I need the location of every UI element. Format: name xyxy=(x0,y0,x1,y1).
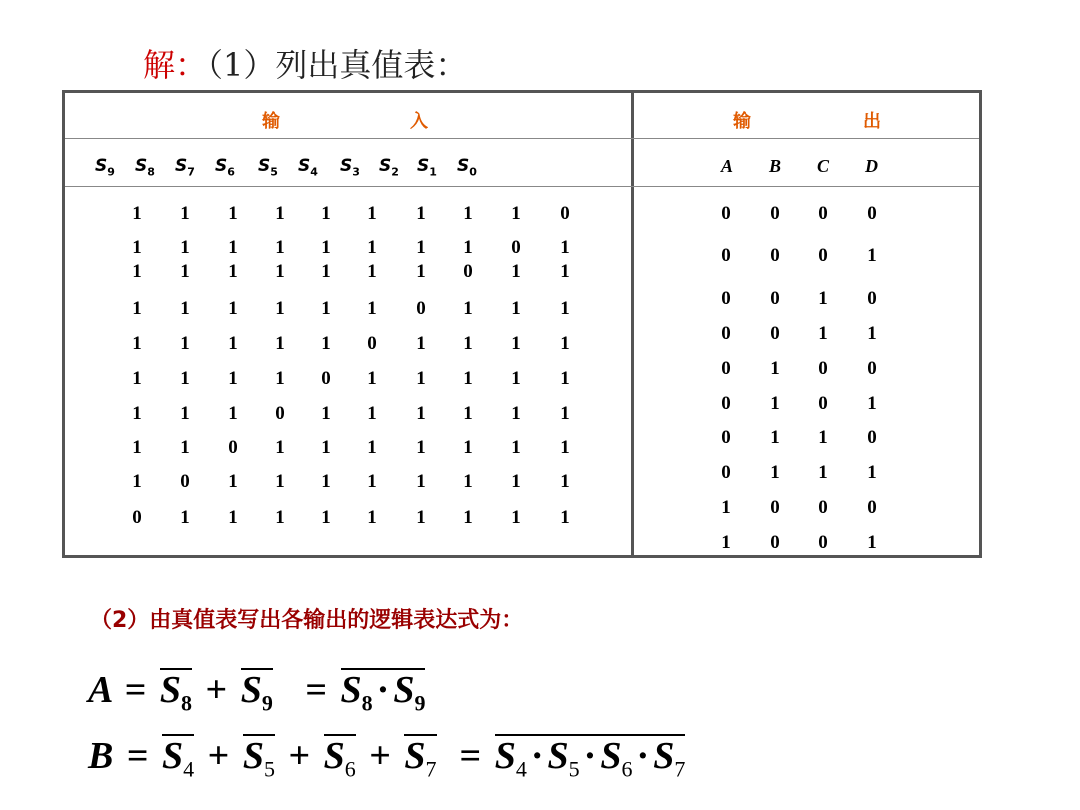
input-cell: 1 xyxy=(228,237,238,258)
input-cell: 1 xyxy=(132,333,142,354)
input-cell: 1 xyxy=(367,403,377,424)
input-cell: 1 xyxy=(275,203,285,224)
input-cell: 1 xyxy=(228,368,238,389)
input-cell: 1 xyxy=(511,437,521,458)
input-cell: 1 xyxy=(367,261,377,282)
output-cell: 0 xyxy=(770,203,780,224)
input-cell: 1 xyxy=(463,333,473,354)
output-cell: 0 xyxy=(770,245,780,266)
output-cell: 0 xyxy=(721,427,731,448)
truth-table xyxy=(62,90,982,558)
input-cell: 1 xyxy=(416,368,426,389)
input-cell: 1 xyxy=(560,403,570,424)
output-cell: 1 xyxy=(770,427,780,448)
input-cell: 1 xyxy=(416,507,426,528)
input-cell: 1 xyxy=(321,237,331,258)
page-title xyxy=(143,40,467,86)
input-label-s3: $S_3$ xyxy=(340,156,360,179)
input-cell: 1 xyxy=(180,437,190,458)
output-cell: 0 xyxy=(770,497,780,518)
eq-a-equals-1: = xyxy=(124,669,147,711)
input-cell: 1 xyxy=(180,261,190,282)
output-cell: 0 xyxy=(770,288,780,309)
input-cell: 1 xyxy=(416,437,426,458)
input-cell: 1 xyxy=(367,471,377,492)
eq-b-plus-2: + xyxy=(288,735,311,777)
output-cell: 1 xyxy=(818,323,828,344)
output-cell: 1 xyxy=(721,497,731,518)
input-cell: 0 xyxy=(228,437,238,458)
output-cell: 0 xyxy=(818,245,828,266)
input-cell: 1 xyxy=(180,368,190,389)
output-label-b: B xyxy=(769,156,782,176)
output-cell: 1 xyxy=(818,427,828,448)
eq-b-plus-1: + xyxy=(207,735,230,777)
output-cell: 1 xyxy=(770,358,780,379)
input-cell: 0 xyxy=(132,507,142,528)
output-cell: 0 xyxy=(770,323,780,344)
input-cell: 1 xyxy=(416,261,426,282)
input-cell: 1 xyxy=(228,203,238,224)
eq-b-plus-3: + xyxy=(369,735,391,777)
input-cell: 1 xyxy=(463,298,473,319)
eq-b-equals-2: = xyxy=(459,735,482,777)
input-cell: 1 xyxy=(416,237,426,258)
input-cell: 1 xyxy=(321,471,331,492)
output-cell: 0 xyxy=(867,427,877,448)
input-cell: 1 xyxy=(321,437,331,458)
input-cell: 1 xyxy=(228,403,238,424)
input-cell: 1 xyxy=(367,298,377,319)
input-cell: 1 xyxy=(180,203,190,224)
input-cell: 1 xyxy=(416,203,426,224)
input-cell: 1 xyxy=(275,368,285,389)
output-cell: 0 xyxy=(721,245,731,266)
eq-a-product: $S_8 \cdot S_9$ xyxy=(340,669,426,716)
input-cell: 1 xyxy=(132,471,142,492)
eq-b-term-4: $S_7$ xyxy=(404,735,437,782)
input-cell: 1 xyxy=(275,261,285,282)
output-cell: 1 xyxy=(867,323,877,344)
eq-a-term-2: $S_9$ xyxy=(240,669,273,716)
input-cell: 1 xyxy=(416,403,426,424)
input-cell: 0 xyxy=(321,368,331,389)
input-cell: 1 xyxy=(180,237,190,258)
input-cell: 1 xyxy=(321,203,331,224)
eq-b-lhs: B xyxy=(88,735,114,777)
output-cell: 0 xyxy=(721,203,731,224)
equation-b xyxy=(88,734,685,781)
output-cell: 0 xyxy=(867,288,877,309)
input-label-s2: $S_2$ xyxy=(379,156,399,179)
input-header-1: 输 xyxy=(262,111,280,132)
input-cell: 0 xyxy=(275,403,285,424)
output-cell: 1 xyxy=(867,393,877,414)
input-label-s8: $S_8$ xyxy=(135,156,155,179)
section-subtitle: （2）由真值表写出各输出的逻辑表达式为： xyxy=(90,608,524,633)
input-cell: 1 xyxy=(275,298,285,319)
input-cell: 1 xyxy=(275,437,285,458)
input-cell: 1 xyxy=(132,298,142,319)
input-cell: 0 xyxy=(367,333,377,354)
input-cell: 1 xyxy=(321,261,331,282)
input-cell: 1 xyxy=(463,471,473,492)
output-cell: 0 xyxy=(770,532,780,553)
label-rule xyxy=(65,186,979,187)
input-cell: 1 xyxy=(132,368,142,389)
output-cell: 0 xyxy=(818,393,828,414)
output-cell: 0 xyxy=(818,203,828,224)
input-cell: 1 xyxy=(321,298,331,319)
header-rule xyxy=(65,138,979,139)
input-cell: 1 xyxy=(321,507,331,528)
input-cell: 1 xyxy=(511,368,521,389)
output-cell: 1 xyxy=(867,532,877,553)
input-cell: 1 xyxy=(228,333,238,354)
eq-a-equals-2: = xyxy=(305,669,327,711)
output-label-d: D xyxy=(865,156,878,176)
input-label-s7: $S_7$ xyxy=(175,156,195,179)
input-cell: 1 xyxy=(132,237,142,258)
input-cell: 1 xyxy=(132,403,142,424)
output-cell: 0 xyxy=(867,497,877,518)
input-cell: 0 xyxy=(180,471,190,492)
output-cell: 1 xyxy=(818,462,828,483)
input-label-s6: $S_6$ xyxy=(215,156,235,179)
input-cell: 1 xyxy=(560,471,570,492)
input-cell: 1 xyxy=(511,471,521,492)
input-cell: 0 xyxy=(416,298,426,319)
output-cell: 0 xyxy=(867,203,877,224)
input-cell: 1 xyxy=(321,403,331,424)
title-text: （1）列出真值表： xyxy=(207,46,468,84)
output-cell: 0 xyxy=(721,358,731,379)
input-cell: 1 xyxy=(463,237,473,258)
input-cell: 0 xyxy=(560,203,570,224)
eq-a-term-1: $S_8$ xyxy=(159,669,193,716)
input-cell: 1 xyxy=(511,403,521,424)
eq-a-plus: + xyxy=(205,669,228,711)
title-prefix: 解： xyxy=(143,46,208,84)
output-cell: 1 xyxy=(770,393,780,414)
eq-b-term-3: $S_6$ xyxy=(323,735,356,782)
input-cell: 1 xyxy=(416,471,426,492)
output-header-2: 出 xyxy=(863,111,881,132)
output-cell: 1 xyxy=(770,462,780,483)
input-label-s0: $S_0$ xyxy=(457,156,477,179)
input-label-s5: $S_5$ xyxy=(258,156,278,179)
output-cell: 0 xyxy=(818,532,828,553)
equation-a xyxy=(88,668,425,715)
input-cell: 1 xyxy=(560,507,570,528)
input-cell: 1 xyxy=(511,203,521,224)
output-cell: 0 xyxy=(721,288,731,309)
input-cell: 1 xyxy=(132,437,142,458)
input-cell: 1 xyxy=(560,298,570,319)
output-cell: 0 xyxy=(721,462,731,483)
table-divider xyxy=(631,93,634,555)
input-cell: 1 xyxy=(228,507,238,528)
input-label-s9: $S_9$ xyxy=(95,156,115,179)
input-cell: 1 xyxy=(228,261,238,282)
eq-b-term-1: $S_4$ xyxy=(162,735,195,782)
input-cell: 1 xyxy=(180,403,190,424)
input-cell: 1 xyxy=(463,203,473,224)
output-cell: 1 xyxy=(818,288,828,309)
input-cell: 1 xyxy=(511,507,521,528)
input-label-s1: $S_1$ xyxy=(417,156,437,179)
input-cell: 1 xyxy=(560,237,570,258)
input-cell: 1 xyxy=(416,333,426,354)
input-cell: 1 xyxy=(275,237,285,258)
input-cell: 1 xyxy=(367,437,377,458)
output-cell: 1 xyxy=(721,532,731,553)
input-label-s4: $S_4$ xyxy=(298,156,318,179)
input-cell: 1 xyxy=(463,437,473,458)
output-cell: 0 xyxy=(867,358,877,379)
eq-b-term-2: $S_5$ xyxy=(242,735,275,782)
input-cell: 1 xyxy=(180,507,190,528)
input-cell: 1 xyxy=(367,368,377,389)
input-cell: 1 xyxy=(180,298,190,319)
eq-a-lhs: A xyxy=(88,669,112,711)
output-cell: 0 xyxy=(721,323,731,344)
input-cell: 1 xyxy=(132,203,142,224)
input-cell: 1 xyxy=(228,298,238,319)
input-cell: 1 xyxy=(367,507,377,528)
output-cell: 0 xyxy=(818,358,828,379)
input-cell: 1 xyxy=(560,333,570,354)
output-cell: 0 xyxy=(721,393,731,414)
output-cell: 1 xyxy=(867,245,877,266)
input-cell: 1 xyxy=(511,298,521,319)
input-cell: 1 xyxy=(228,471,238,492)
input-cell: 1 xyxy=(463,403,473,424)
input-cell: 1 xyxy=(367,203,377,224)
input-cell: 1 xyxy=(321,333,331,354)
input-header-2: 入 xyxy=(410,111,428,132)
input-cell: 1 xyxy=(275,471,285,492)
input-cell: 1 xyxy=(275,333,285,354)
input-cell: 0 xyxy=(511,237,521,258)
input-cell: 1 xyxy=(511,261,521,282)
eq-b-equals-1: = xyxy=(126,735,149,777)
output-label-c: C xyxy=(817,156,830,176)
input-cell: 1 xyxy=(132,261,142,282)
input-cell: 1 xyxy=(560,437,570,458)
output-label-a: A xyxy=(721,156,734,176)
output-header-1: 输 xyxy=(733,111,751,132)
input-cell: 1 xyxy=(560,261,570,282)
input-cell: 1 xyxy=(511,333,521,354)
input-cell: 1 xyxy=(275,507,285,528)
output-cell: 1 xyxy=(867,462,877,483)
input-cell: 1 xyxy=(367,237,377,258)
input-cell: 1 xyxy=(463,507,473,528)
output-cell: 0 xyxy=(818,497,828,518)
eq-b-product: $S_4 \cdot S_5 \cdot S_6 \cdot S_7$ xyxy=(494,735,686,782)
input-cell: 1 xyxy=(560,368,570,389)
input-cell: 0 xyxy=(463,261,473,282)
input-cell: 1 xyxy=(463,368,473,389)
input-cell: 1 xyxy=(180,333,190,354)
